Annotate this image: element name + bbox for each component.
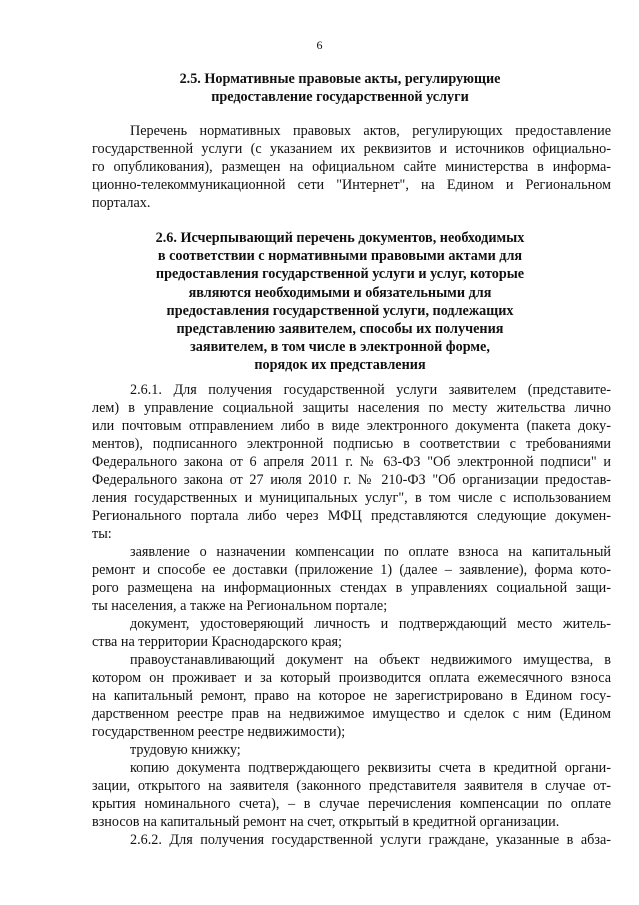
paragraph-line: Перечень нормативных правовых актов, регулирующих предоставление bbox=[130, 123, 611, 139]
body-line: 2.6.1. Для получения государственной услуги заявителем (представите- bbox=[130, 382, 611, 398]
section-2-6-title-line: в соответствии с нормативными правовыми актами для bbox=[157, 248, 523, 265]
body-line: ления государственных и муниципальных услуг", в том числе с использованием bbox=[92, 490, 611, 506]
body-line: правоустанавливающий документ на объект недвижимого имущества, в bbox=[130, 652, 611, 668]
body-line: заявление о назначении компенсации по оплате взноса на капитальный bbox=[130, 544, 611, 560]
body-line: копию документа подтверждающего реквизиты счета в кредитной органи- bbox=[130, 760, 611, 776]
body-line: трудовую книжку; bbox=[130, 742, 241, 758]
body-line: ты населения, а также на Региональном портале; bbox=[92, 598, 388, 614]
body-line: дарственном реестре прав на недвижимое имущество и сделок с ним (Едином bbox=[92, 706, 611, 722]
section-2-6-title-line: заявителем, в том числе в электронной форме, bbox=[190, 339, 490, 356]
section-2-5-title bbox=[90, 70, 590, 106]
page-number: 6 bbox=[316, 38, 323, 52]
section-2-5-title-line: 2.5. Нормативные правовые акты, регулирующие bbox=[179, 71, 501, 87]
body-line: ты: bbox=[92, 526, 112, 542]
section-2-6-title-line: предоставления государственной услуги, подлежащих bbox=[166, 302, 514, 319]
section-2-6-title-line: 2.6. Исчерпывающий перечень документов, необходимых bbox=[155, 230, 525, 246]
paragraph-line: порталах. bbox=[92, 195, 151, 211]
section-2-6-title-line: являются необходимыми и обязательными для bbox=[188, 284, 492, 301]
body-line: ментов), подписанного электронной подписью в соответствии с требованиями bbox=[92, 436, 611, 452]
section-2-6-title-line: предоставления государственной услуги и услуг, которые bbox=[155, 266, 525, 283]
body-line: Регионального портала либо через МФЦ представляются следующие докумен- bbox=[92, 508, 611, 524]
body-line: Федерального закона от 6 апреля 2011 г. № 63-ФЗ "Об электронной подписи" и bbox=[92, 454, 611, 470]
body-line: или почтовым отправлением либо в виде электронного документа (пакета доку- bbox=[92, 418, 611, 434]
body-line: ремонт и способе ее доставки (приложение 1) (далее – заявление), форма кото- bbox=[92, 562, 611, 578]
paragraph-line: го опубликования), размещен на официальном сайте министерства в информа- bbox=[92, 159, 611, 175]
section-2-6-title bbox=[90, 229, 590, 375]
body-line: 2.6.2. Для получения государственной услуги граждане, указанные в абза- bbox=[130, 832, 611, 848]
paragraph-line: ционно-телекоммуникационной сети "Интернет", на Едином и Региональном bbox=[92, 177, 611, 193]
paragraph-line: государственной услуги (с указанием их реквизитов и источников официально- bbox=[92, 141, 611, 157]
body-line: рого размещена на информационных стендах в управлениях социальной защи- bbox=[92, 580, 611, 596]
body-line: крытия номинального счета), – в случае перечисления компенсации по оплате bbox=[92, 796, 611, 812]
body-line: ства на территории Краснодарского края; bbox=[92, 634, 342, 650]
section-2-6-title-line: представлению заявителем, способы их получения bbox=[176, 321, 504, 338]
body-line: котором он проживает и за который производится оплата ежемесячного взноса bbox=[92, 670, 611, 686]
body-line: документ, удостоверяющий личность и подтверждающий место житель- bbox=[130, 616, 611, 632]
body-line: государственном реестре недвижимости); bbox=[92, 724, 346, 740]
body-line: на капитальный ремонт, право на которое не зарегистрировано в Едином госу- bbox=[92, 688, 611, 704]
body-line: лем) в управление социальной защиты населения по месту жительства лично bbox=[92, 400, 611, 416]
body-line: зации, открытого на заявителя (законного представителя заявителя в случае от- bbox=[92, 778, 611, 794]
body-line: Федерального закона от 27 июля 2010 г. № 210-ФЗ "Об организации предостав- bbox=[92, 472, 611, 488]
section-2-5-title-line: предоставление государственной услуги bbox=[211, 89, 469, 106]
body-line: взносов на капитальный ремонт на счет, открытый в кредитной организации. bbox=[92, 814, 560, 830]
section-2-6-title-line: порядок их представления bbox=[254, 357, 426, 374]
